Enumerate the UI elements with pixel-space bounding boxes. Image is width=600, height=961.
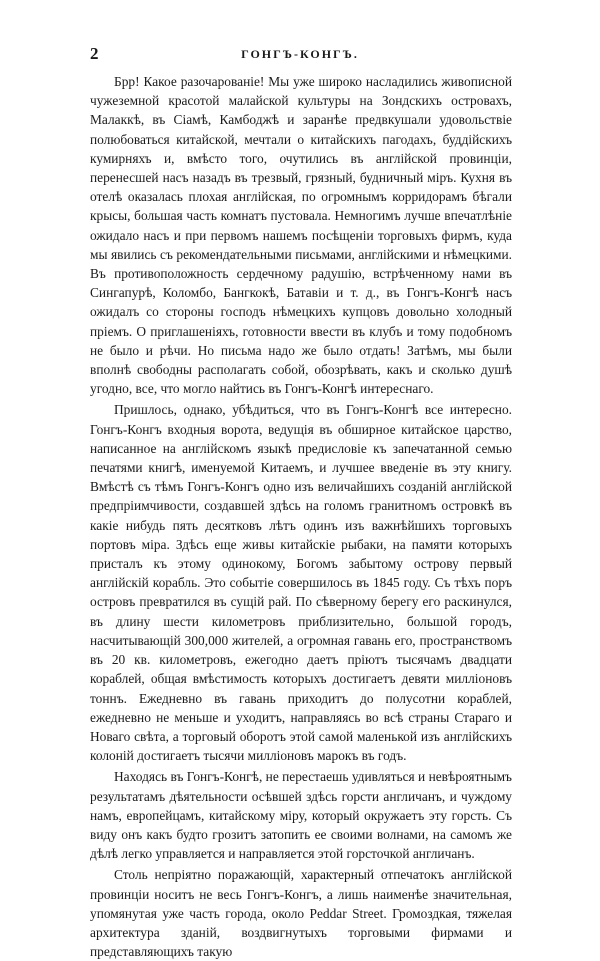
paragraph-1: Брр! Какое разочарованіе! Мы уже широко насладились живописной чужеземной красотой малайской культуры на Зондскихъ островахъ, Малаккѣ, въ Сіамѣ, Камбоджѣ и заранѣе предвкушали удовольствіе полюбоваться китайской, мечтали о китайскихъ пагодахъ, буддійскихъ кумирняхъ и, вмѣсто того, очутились въ англійской провинціи, перенесшей насъ назадъ въ трезвый, грязный, будничный міръ. Кухня въ отелѣ оказалась плохая англійская, по огромнымъ корридорамъ бѣгали крысы, большая часть комнатъ пустовала. Немногимъ лучше впечатлѣніе ожидало насъ и при первомъ нашемъ посѣщеніи торговыхъ фирмъ, куда мы явились съ рекомендательными письмами, англійскими и нѣмецкими. Въ противоположность сердечному радушію, встрѣченному нами въ Сингапурѣ, Коломбо, Бангкокѣ, Батавіи и т. д., въ Гонгъ-Конгѣ насъ ожидалъ со стороны господъ нѣмецкихъ купцовъ довольно холодный пріемъ. О приглашеніяхъ, готовности ввести въ клубъ и тому подобномъ не было и рѣчи. Но письма надо же было отдать! Затѣмъ, мы были вполнѣ свободны располагать собой, обозрѣвать, какъ и сколько душѣ угодно, все, что могло найтись въ Гонгъ-Конгѣ интереснаго. [90, 74, 512, 397]
body-text [90, 72, 512, 961]
paragraph-4: Столь непріятно поражающій, характерный отпечатокъ англійской провинціи носитъ не весь Гонгъ-Конгъ, а лишь наименѣе значительная, упомянутая уже часть города, около Peddar Street. Громоздкая, тяжелая архитектура зданій, воздвигнутыхъ торговыми фирмами и представляющихъ такую [90, 867, 512, 960]
paragraph-3: Находясь въ Гонгъ-Конгѣ, не перестаешь удивляться и невѣроятнымъ результатамъ дѣятельности осѣвшей здѣсь горсти англичанъ, и чуждому намъ, европейцамъ, китайскому міру, который окружаетъ эту горсть. Съ виду онъ какъ будто грозитъ затопить ее своими волнами, на самомъ же дѣлѣ легко управляется и направляется этой горсточкой англичанъ. [90, 769, 512, 862]
page-header [90, 44, 510, 66]
page-number: 2 [90, 44, 99, 63]
paragraph-2: Пришлось, однако, убѣдиться, что въ Гонгъ-Конгѣ все интересно. Гонгъ-Конгъ входныя ворота, ведущія въ обширное китайское царство, написанное на англійскомъ языкѣ предисловіе къ запечатанной семью печатями книгѣ, именуемой Китаемъ, и лучшее введеніе въ эту книгу. Вмѣстѣ съ тѣмъ Гонгъ-Конгъ одно изъ величайшихъ созданій англійской предпріимчивости, создавшей здѣсь на голомъ гранитномъ островкѣ въ какіе нибудь пять десятковъ лѣтъ одинъ изъ важнѣйшихъ торговыхъ портовъ міра. Здѣсь еще живы китайскіе рыбаки, на памяти которыхъ присталъ къ этому одинокому, Богомъ забытому острову первый англійскій корабль. Это событіе совершилось въ 1845 году. Съ тѣхъ поръ островъ превратился въ сущій рай. По сѣверному берегу его раскинулся, въ длину шести километровъ приблизительно, большой городъ, насчитывающій 300,000 жителей, а огромная гавань его, пространствомъ въ 20 кв. километровъ, ежегодно даетъ пріютъ тысячамъ двадцати кораблей, общая вмѣстимость которыхъ достигаетъ девяти милліоновъ тоннъ. Ежедневно въ гавань приходитъ до полусотни кораблей, ежедневно не меньше и уходитъ, направляясь во всѣ страны Стараго и Новаго свѣта, а торговый оборотъ этой самой маленькой изъ англійскихъ колоній достигаетъ тысячи милліоновъ марокъ въ годъ. [90, 402, 512, 764]
running-title: ГОНГЪ-КОНГЪ. [241, 47, 359, 61]
